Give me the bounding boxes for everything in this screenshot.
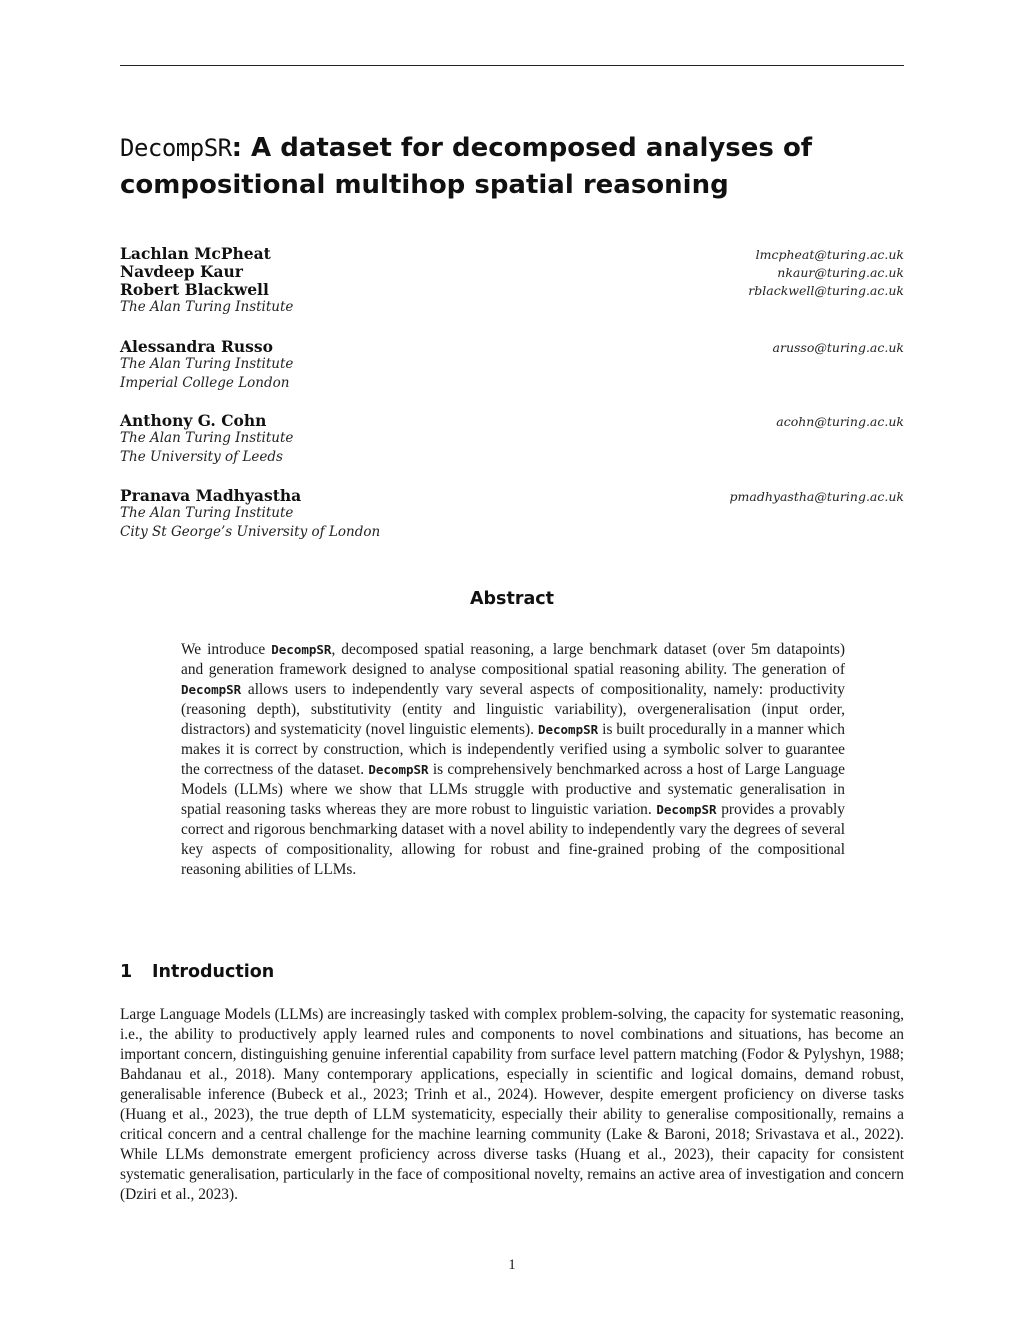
author-affiliation: City St George’s University of London [120,524,381,540]
dataset-name: DecompSR [368,762,429,777]
dataset-name: DecompSR [181,682,242,697]
title-text: : A dataset for decomposed analyses of compositional multihop spatial reasoning [120,133,813,200]
author-affiliation: Imperial College London [120,375,290,391]
author-affiliation: The Alan Turing Institute [120,505,294,521]
author-email: arusso@turing.ac.uk [772,340,904,355]
author-name: Robert Blackwell [120,280,269,299]
author-group [120,411,904,467]
author-group [120,486,904,542]
author-email: rblackwell@turing.ac.uk [748,283,904,298]
section-heading [120,962,274,982]
page-number: 1 [508,1257,516,1273]
author-name: Pranava Madhyastha [120,486,302,505]
top-rule [120,65,904,66]
author-name: Alessandra Russo [120,337,273,356]
abstract-text: is built procedurally in a manner which makes it is correct by construction, which is independently verified using a symbolic solver to guarantee the correctness of the dataset. [181,721,845,778]
introduction-paragraph: Large Language Models (LLMs) are increasingly tasked with complex problem-solving, the capacity for systematic reasoning, i.e., the ability to productively apply learned rules and components to novel combinations and situations, has become an important concern, distinguishing genuine inferential capability from surface level pattern matching (Fodor & Pylyshyn, 1988; Bahdanau et al., 2018). Many contemporary applications, especially in scientific and logical domains, demand robust, generalisable inference (Bubeck et al., 2023; Trinh et al., 2024). However, despite emergent proficiency on diverse tasks (Huang et al., 2023), the true depth of LLM systematicity, especially their ability to generalise compositionally, remains a critical concern and a central challenge for the machine learning community (Lake & Baroni, 2018; Srivastava et al., 2022). While LLMs demonstrate emergent proficiency across diverse tasks (Huang et al., 2023), their capacity for consistent systematic generalisation, particularly in the face of compositional novelty, remains an active area of investigation and concern (Dziri et al., 2023). [120,1006,904,1203]
author-affiliation: The Alan Turing Institute [120,299,294,315]
section-number: 1 [120,962,133,982]
dataset-name: DecompSR [537,722,599,737]
author-affiliation: The Alan Turing Institute [120,430,294,446]
author-email: acohn@turing.ac.uk [776,414,904,429]
author-affiliation: The Alan Turing Institute [120,356,294,372]
author-email: pmadhyastha@turing.ac.uk [729,489,904,504]
paper-title [120,130,910,204]
author-name: Navdeep Kaur [120,262,243,281]
abstract-heading: Abstract [469,589,555,609]
abstract-text: is comprehensively benchmarked across a host of Large Language Models (LLMs) where we show that LLMs struggle with productive and systematic generalisation in spatial reasoning tasks whereas they are more robust to linguistic variation. [181,761,845,818]
author-affiliation: The University of Leeds [120,449,283,465]
abstract-text: We introduce [181,641,272,658]
section-title: Introduction [152,962,275,982]
author-group [120,244,904,317]
dataset-name: DecompSR [271,642,332,657]
author-name: Anthony G. Cohn [120,411,267,430]
abstract-text: , decomposed spatial reasoning, a large benchmark dataset (over 5m datapoints) and generation framework designed to analyse compositional spatial reasoning ability. The generation of [181,641,845,678]
author-name: Lachlan McPheat [120,244,271,263]
author-email: nkaur@turing.ac.uk [777,265,904,280]
author-email: lmcpheat@turing.ac.uk [755,247,904,262]
abstract-text: provides a provably correct and rigorous benchmarking dataset with a novel ability to independently vary the degrees of several key aspects of compositionality, allowing for robust and fine-grained probing of the compositional reasoning abilities of LLMs. [181,801,845,878]
abstract-body [181,640,845,880]
title-dataset-name: DecompSR [120,134,232,162]
dataset-name: DecompSR [656,802,717,817]
abstract-text: allows users to independently vary several aspects of compositionality, namely: productivity (reasoning depth), substitutivity (entity and linguistic variability), overgeneralisation (input order, distractors) and systematicity (novel linguistic elements). [181,681,845,738]
author-group [120,337,904,393]
